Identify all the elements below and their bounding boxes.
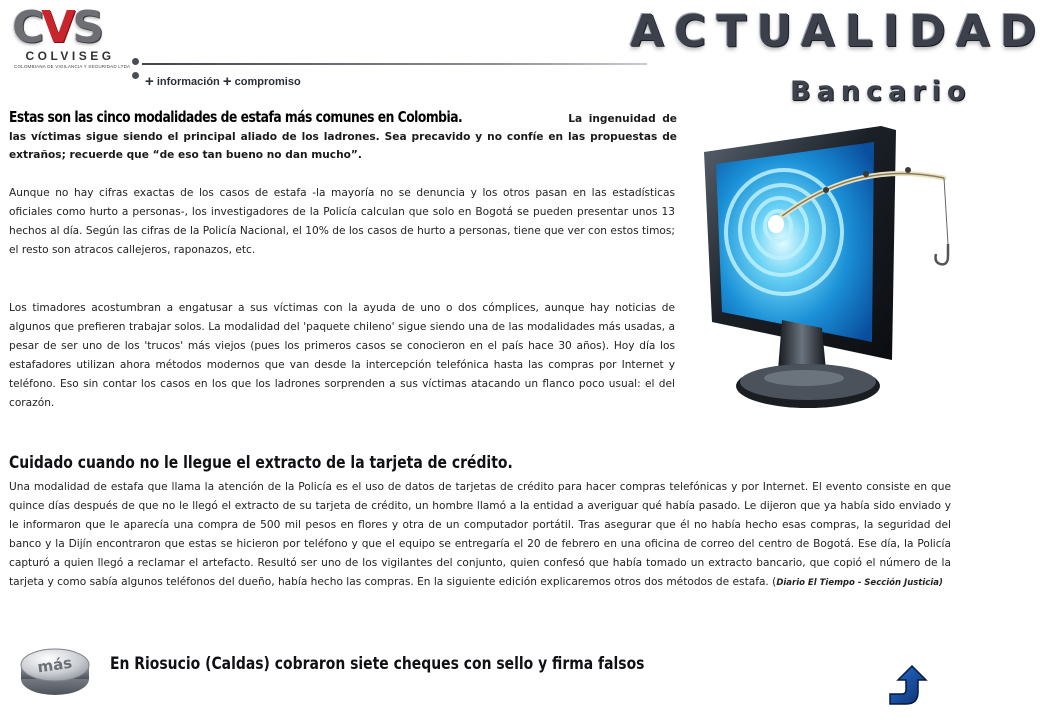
- slogan-part2: compromiso: [234, 76, 301, 88]
- return-arrow-icon[interactable]: [884, 664, 930, 710]
- slogan-part1: información: [156, 76, 220, 88]
- article-citation: Diario El Tiempo - Sección Justicia): [776, 578, 943, 588]
- logo-tagline: COLOMBIANA DE VIGILANCIA Y SEGURIDAD LTDA: [14, 64, 131, 69]
- logo-mark: CVS: [12, 2, 102, 53]
- article-paragraph-3: [9, 478, 951, 593]
- section-title: ACTUALIDAD: [630, 6, 1046, 57]
- article-intro: [9, 108, 677, 164]
- slogan-plus-2: +: [222, 73, 232, 90]
- slogan-bullets: [132, 58, 144, 80]
- article-subheading: [9, 453, 623, 475]
- next-article-link-text: En Riosucio (Caldas) cobraron siete cheques con sello y firma falsos: [110, 654, 645, 674]
- logo-brand: COLVISEG: [25, 49, 115, 63]
- article-intro-text: La ingenuidad de las víctimas sigue siendo el principal aliado de los ladrones. Sea precavido y no confíe en las propuestas de extraños; recuerde que “de eso tan bueno no dan mucho”.: [9, 113, 677, 161]
- paragraph-3-text: Una modalidad de estafa que llama la atención de la Policía es el uso de datos de tarjetas de crédito para hacer compras telefónicas y por Internet. El evento consiste en que quince días después de que no le llegó el extracto de su tarjeta de crédito, un hombre llamó a la entidad a averiguar qué había pasado. Le dijeron que ya había sido enviado y le informaron que le aparecía una compra de 500 mil pesos en flores y otra de un computador portátil. Tras asegurar que él no había hecho esas compras, la seguridad del banco y la Dijín encontraron que estas se hicieron por teléfono y que el equipo se entregaría el 20 de febrero en una oficina de correo del centro de Bogotá. Ese día, la Policía capturó a quien llegó a reclamar el artefacto. Resultó ser uno de los vigilantes del conjunto, quien confesó que había tomado un extracto bancario, que copió el número de la tarjeta y como sabía algunos teléfonos del dueño, había hecho las compras. En la siguiente edición explicaremos otros dos métodos de estafa. (: [9, 481, 951, 588]
- phishing-monitor-illustration: [686, 124, 951, 429]
- company-logo: [10, 2, 131, 75]
- header-divider: [142, 63, 647, 65]
- next-article-link[interactable]: [110, 654, 762, 674]
- more-button-label: más: [36, 653, 74, 677]
- section-subtitle: Bancario: [790, 76, 972, 107]
- article-paragraph-1: Aunque no hay cifras exactas de los casos de estafa -la mayoría no se denuncia y los otros pasan en las estadísticas oficiales como hurto a personas-, los investigadores de la Policía calculan que solo en Bogotá se pueden presentar unos 13 hechos al día. Según las cifras de la Policía Nacional, el 10% de los casos de hurto a personas, tiene que ver con estos timos; el resto son atracos callejeros, raponazos, etc.: [9, 187, 675, 256]
- slogan: [145, 72, 301, 89]
- subheading-text: Cuidado cuando no le llegue el extracto de la tarjeta de crédito.: [9, 453, 513, 473]
- article-headline: Estas son las cinco modalidades de estafa más comunes en Colombia.: [9, 108, 463, 126]
- article-paragraph-2: Los timadores acostumbran a engatusar a sus víctimas con la ayuda de uno o dos cómplices, aunque hay noticias de algunos que prefieren trabajar solos. La modalidad del 'paquete chileno' sigue siendo una de las modalidades más usadas, a pesar de ser uno de los 'trucos' más viejos (pues los primeros casos se conocieron en el país hace 30 años). Hoy día los estafadores utilizan ahora métodos modernos que van desde la intercepción telefónica hasta las compras por Internet y teléfono. Eso sin contar los casos en los que los ladrones sorprenden a sus víctimas atacando un flanco poco usual: el del corazón.: [9, 302, 675, 409]
- slogan-plus: +: [145, 73, 154, 90]
- more-button[interactable]: [18, 645, 92, 697]
